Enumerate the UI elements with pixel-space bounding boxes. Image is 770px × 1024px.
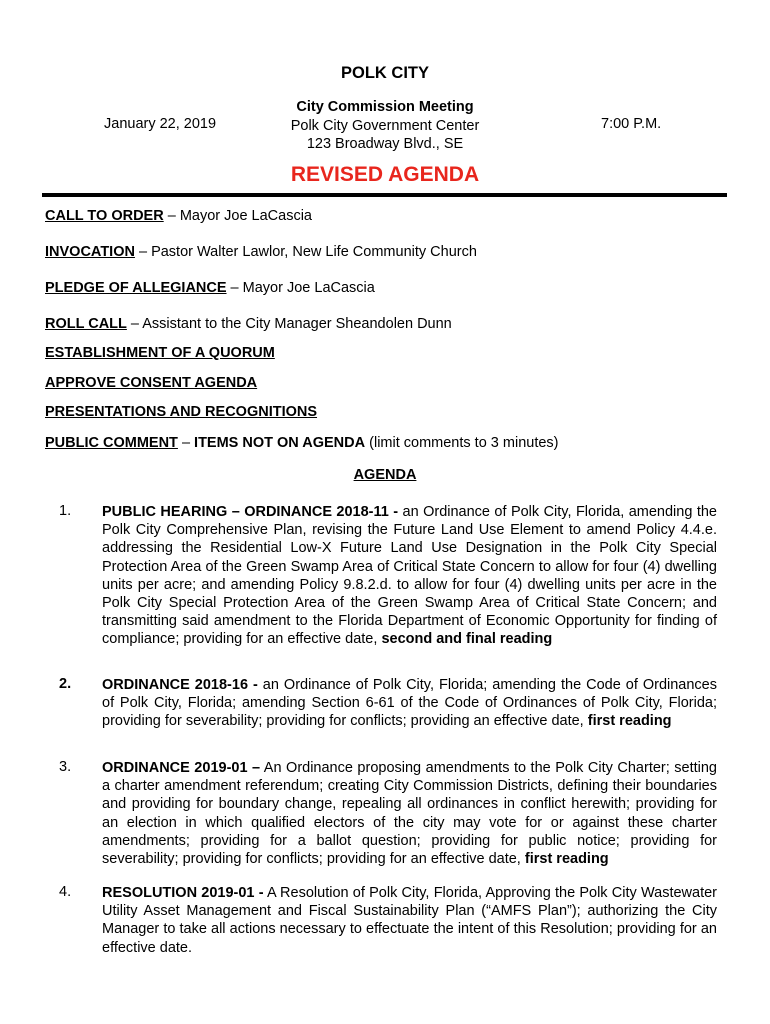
public-comment — [45, 435, 559, 451]
meeting-address: 123 Broadway Blvd., SE — [306, 136, 464, 152]
public-comment-bold: ITEMS NOT ON AGENDA — [194, 435, 366, 451]
meeting-date: January 22, 2019 — [104, 116, 217, 132]
agenda-item-reading: second and final reading — [381, 631, 553, 648]
city-name: POLK CITY — [340, 64, 429, 82]
invocation-label: INVOCATION — [45, 244, 135, 260]
roll-call-label: ROLL CALL — [45, 316, 127, 332]
pledge-of-allegiance — [45, 280, 375, 296]
presentations-label: PRESENTATIONS AND RECOGNITIONS — [45, 404, 318, 420]
call-to-order — [45, 208, 312, 224]
meeting-title: City Commission Meeting — [296, 99, 474, 115]
meeting-header — [0, 98, 770, 154]
quorum-label: ESTABLISHMENT OF A QUORUM — [45, 345, 275, 361]
agenda-item-reading: first reading — [524, 851, 609, 868]
public-comment-detail: (limit comments to 3 minutes) — [365, 435, 559, 451]
agenda-item-text — [102, 676, 717, 731]
agenda-item-text — [102, 884, 717, 957]
call-to-order-label: CALL TO ORDER — [45, 208, 164, 224]
agenda-item-number: 2. — [59, 676, 72, 692]
agenda-item-title: ORDINANCE 2018-16 - — [102, 677, 258, 693]
agenda-item-body: an Ordinance of Polk City, Florida; amending the Code of Ordinances of Polk City, Florida; amending Section 6-61 of the Code of Ordinances of Polk City, Florida; providing for severability; providing for conflicts; providing an effective date, — [102, 677, 717, 730]
agenda-item-reading: first reading — [587, 713, 672, 730]
pledge-label: PLEDGE OF ALLEGIANCE — [45, 280, 227, 296]
agenda-item-text — [102, 503, 717, 649]
establishment-of-quorum — [45, 345, 275, 361]
title-divider — [42, 193, 727, 197]
public-comment-dash: – — [177, 435, 195, 451]
meeting-location: Polk City Government Center — [290, 117, 480, 134]
invocation — [45, 244, 477, 260]
agenda-item-text — [102, 759, 717, 868]
agenda-item-number: 1. — [59, 503, 72, 519]
agenda-item-body: An Ordinance proposing amendments to the Polk City Charter; setting a charter amendment referendum; creating City Commission Districts, defining their boundaries and providing for boundary change, repealing all ordinances in conflict herewith; providing for an election in which qualified electors of the city may vote for or against these charter amendments; providing for a ballot question; providing for public notice; providing for severability; providing for conflicts; providing for an effective date, — [102, 760, 717, 868]
consent-agenda-label: APPROVE CONSENT AGENDA — [45, 375, 258, 391]
agenda-item-body: an Ordinance of Polk City, Florida, amending the Polk City Comprehensive Plan, revising the Future Land Use Element to amend Policy 4.4.e. addressing the Residential Low-X Future Land Use Designation in the Polk City Special Protection Area of the Green Swamp Area of Critical State Concern to allow for four (4) dwelling units per acre; and amending Policy 9.8.2.d. to allow for four (4) dwelling units per acre in the Polk City Special Protection Area of the Green Swamp Area of Critical State Concern; and transmitting said amendment to the Florida Department of Economic Opportunity for finding of compliance; providing for an effective date, — [102, 504, 717, 648]
agenda-item-number: 3. — [59, 759, 72, 775]
agenda-item-title: RESOLUTION 2019-01 - — [102, 885, 264, 901]
roll-call — [45, 316, 452, 332]
document-title: REVISED AGENDA — [290, 163, 480, 186]
presentations-and-recognitions — [45, 404, 317, 420]
agenda-item-number: 4. — [59, 884, 72, 900]
agenda-heading: AGENDA — [353, 467, 417, 483]
agenda-item-title: PUBLIC HEARING – ORDINANCE 2018-11 - — [102, 504, 399, 520]
pledge-detail: – Mayor Joe LaCascia — [226, 280, 375, 296]
agenda-item-body: A Resolution of Polk City, Florida, Approving the Polk City Wastewater Utility Asset Management and Fiscal Sustainability Plan (“AMFS Plan”); authorizing the City Manager to take all actions necessary to effectuate the intent of this Resolution; providing for an effective date. — [102, 885, 717, 956]
public-comment-label: PUBLIC COMMENT — [45, 435, 178, 451]
agenda-item-title: ORDINANCE 2019-01 – — [102, 760, 261, 776]
approve-consent-agenda — [45, 375, 257, 391]
meeting-time: 7:00 P.M. — [601, 116, 662, 132]
call-to-order-detail: – Mayor Joe LaCascia — [163, 208, 312, 224]
roll-call-detail: – Assistant to the City Manager Sheandolen Dunn — [126, 316, 452, 332]
invocation-detail: – Pastor Walter Lawlor, New Life Community Church — [134, 244, 477, 260]
meeting-info — [235, 98, 535, 154]
